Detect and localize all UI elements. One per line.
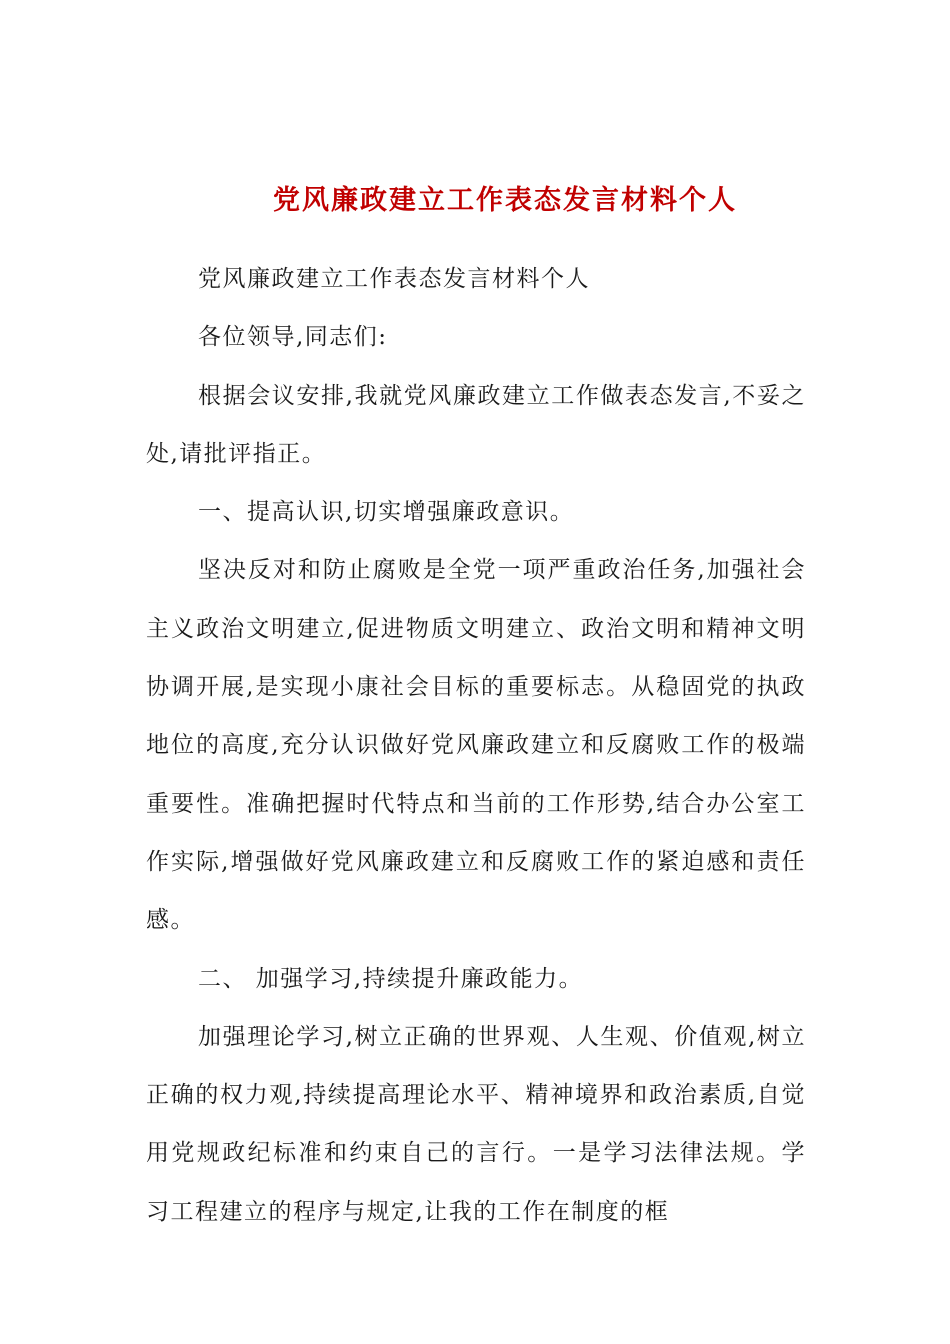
section-paragraph-1: 坚决反对和防止腐败是全党一项严重政治任务,加强社会主义政治文明建立,促进物质文明建立、政治文明和精神文明协调开展,是实现小康社会目标的重要标志。从稳固党的执政地位的高度,充分认识做好党风廉政建立和反腐败工作的极端重要性。准确把握时代特点和当前的工作形势,结合办公室工作实际,增强做好党风廉政建立和反腐败工作的紧迫感和责任感。 <box>146 557 806 934</box>
subtitle-paragraph: 党风廉政建立工作表态发言材料个人 <box>198 266 590 292</box>
intro-paragraph: 根据会议安排,我就党风廉政建立工作做表态发言,不妥之处,请批评指正。 <box>146 382 806 467</box>
document-body <box>146 250 806 1241</box>
section-paragraph-2: 加强理论学习,树立正确的世界观、人生观、价值观,树立正确的权力观,持续提高理论水平、精神境界和政治素质,自觉用党规政纪标准和约束自己的言行。一是学习法律法规。学习工程建立的程序与规定,让我的工作在制度的框 <box>146 1023 806 1225</box>
section-heading-2: 二、 加强学习,持续提升廉政能力。 <box>198 965 584 992</box>
document-title: 党风廉政建立工作表态发言材料个人 <box>273 185 737 216</box>
section-heading-1: 一、提高认识,切实增强廉政意识。 <box>198 499 575 526</box>
salutation-paragraph: 各位领导,同志们: <box>198 324 388 351</box>
